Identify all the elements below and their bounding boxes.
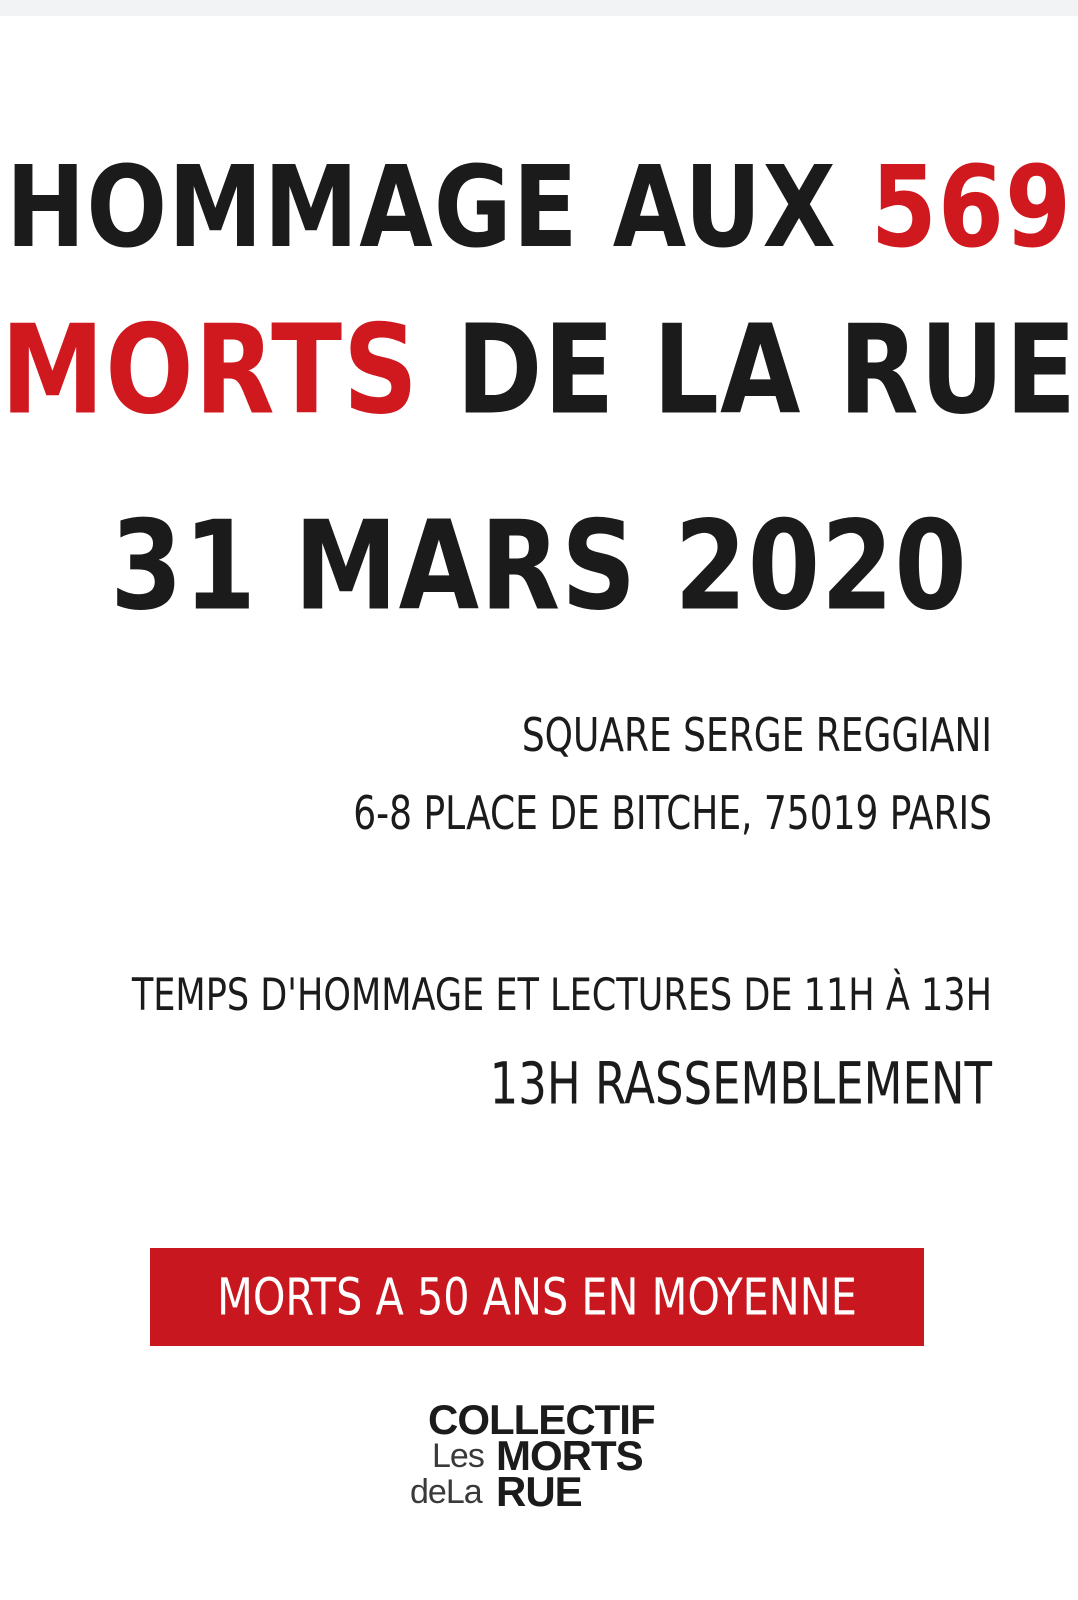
headline-de-la-rue: DE LA RUE: [456, 298, 1078, 442]
gathering-time: 13H RASSEMBLEMENT: [489, 1050, 992, 1118]
top-strip: [0, 0, 1078, 16]
average-age-banner: [150, 1248, 924, 1346]
headline-line-1: [0, 125, 1078, 290]
collectif-logo: [410, 1398, 680, 1518]
logo-de-la: deLa: [410, 1473, 482, 1511]
banner-text: MORTS A 50 ANS EN MOYENNE: [217, 1267, 857, 1327]
logo-les: Les: [432, 1437, 484, 1475]
event-date: 31 MARS 2020: [110, 494, 968, 638]
venue-address: 6-8 PLACE DE BITCHE, 75019 PARIS: [353, 787, 992, 841]
headline-count: 569: [870, 143, 1073, 273]
logo-morts: MORTS: [496, 1432, 643, 1479]
headline-line-2: [0, 287, 1078, 452]
logo-rue: RUE: [496, 1468, 582, 1515]
program-schedule: TEMPS D'HOMMAGE ET LECTURES DE 11H À 13H: [131, 969, 992, 1022]
venue-name: SQUARE SERGE REGGIANI: [521, 709, 992, 763]
logo-collectif: COLLECTIF: [428, 1396, 655, 1443]
headline-hommage-aux: HOMMAGE AUX: [5, 143, 837, 273]
headline-morts: MORTS: [0, 298, 419, 442]
